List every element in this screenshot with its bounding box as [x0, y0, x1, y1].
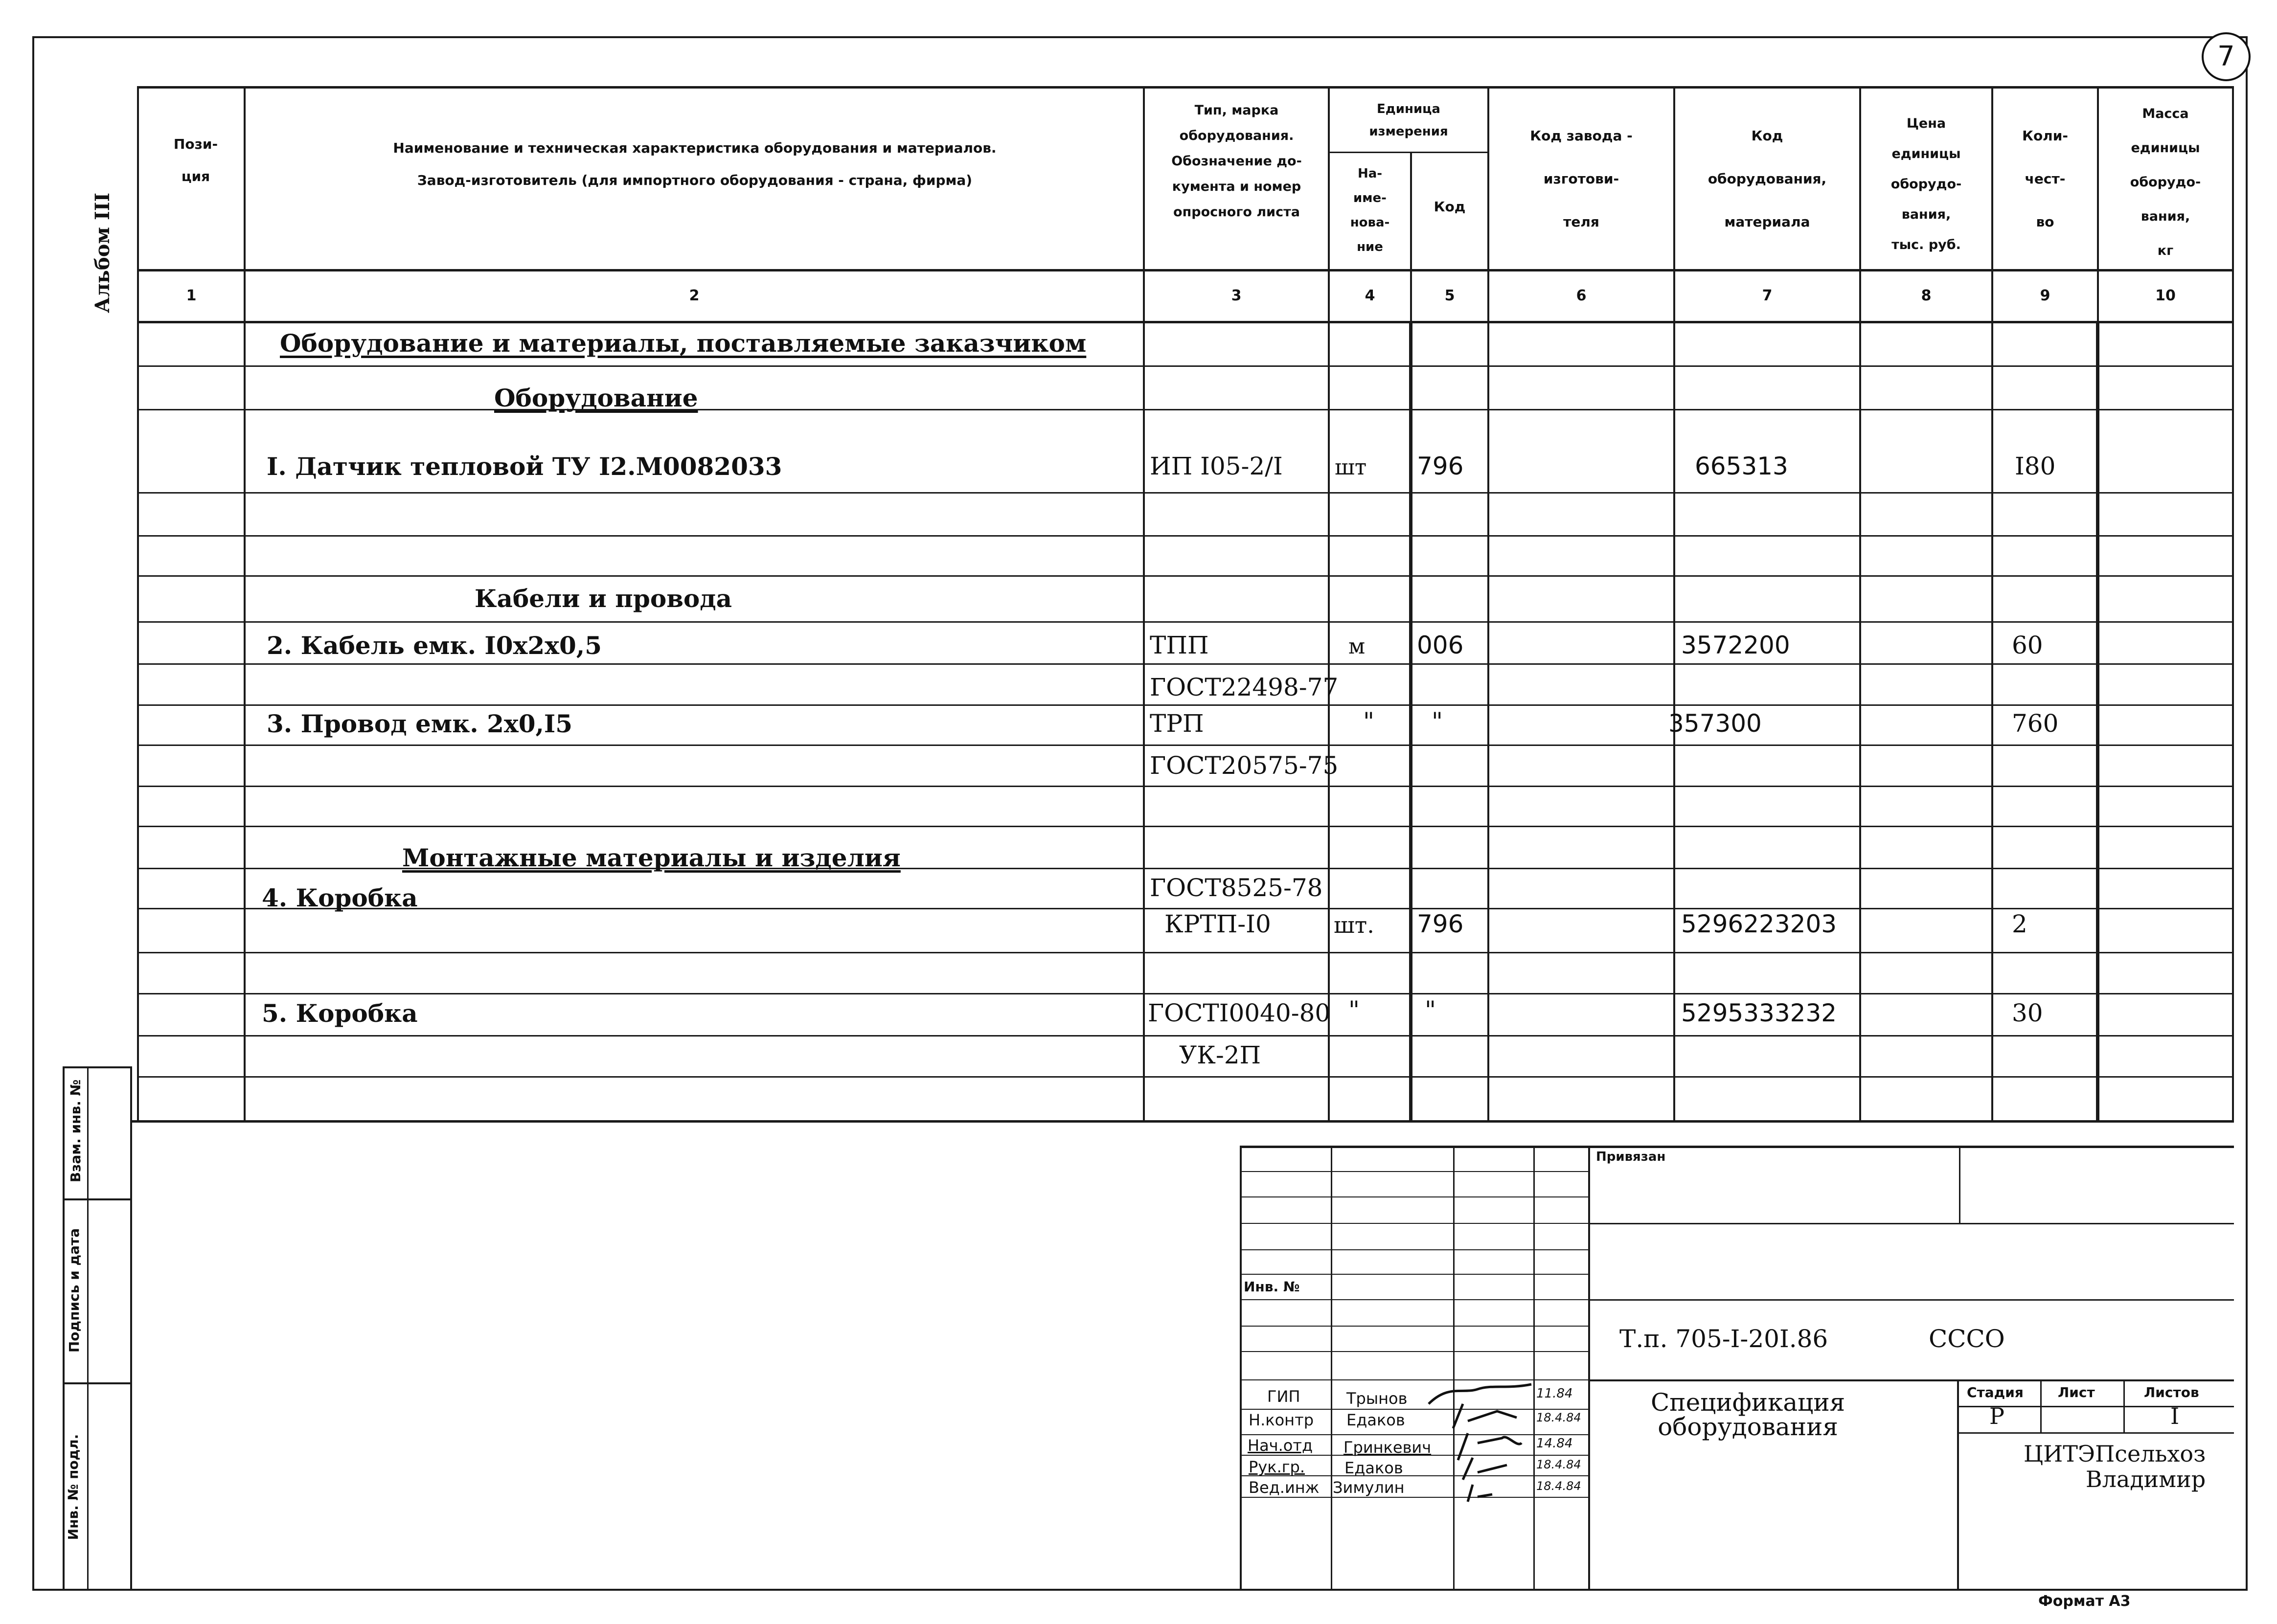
col-line-2 [1143, 86, 1145, 1122]
stamp-right-row [1588, 1223, 2234, 1224]
item-5-type2: УК-2П [1179, 1041, 1261, 1069]
col-bold-9 [2096, 321, 2099, 1122]
column-number: 4 [1365, 287, 1375, 304]
stamp-role-date: 14.84 [1536, 1436, 1573, 1451]
section-heading-mounting: Монтажные материалы и изделия [402, 843, 901, 872]
row-line [137, 1035, 2234, 1037]
header-col7: Код оборудования, материала [1708, 128, 1827, 230]
section-heading-equipment: Оборудование [494, 383, 698, 412]
item-3-unit-code: " [1432, 707, 1443, 736]
stamp-doc-code: Т.п. 705-I-20I.86 [1619, 1325, 1828, 1353]
item-2-unit: м [1348, 634, 1366, 659]
stamp-right-row [1588, 1299, 2234, 1301]
stamp-role-date: 18.4.84 [1536, 1479, 1581, 1493]
stamp-col [1331, 1146, 1332, 1591]
row-line [137, 826, 2234, 827]
row-line [137, 952, 2234, 953]
item-2-code: 3572200 [1681, 631, 1790, 659]
item-5-unit: " [1348, 996, 1360, 1024]
stamp-stage-col [2040, 1379, 2042, 1433]
header-col9: Коли- чест- во [2022, 128, 2068, 230]
item-4-code: 5296223203 [1681, 910, 1837, 938]
stamp-sheets-value: I [2170, 1403, 2180, 1429]
stamp-role: ГИП [1267, 1387, 1300, 1406]
item-2-type: ТПП [1150, 631, 1209, 659]
header-col1: Пози- ция [173, 136, 218, 184]
format-label: Формат А3 [2038, 1593, 2131, 1610]
stamp-stage-left [1957, 1379, 1959, 1591]
item-3-type: ТРП [1150, 709, 1204, 738]
item-4-unit-code: 796 [1417, 910, 1464, 938]
header-col4: На- име- нова- ние [1350, 166, 1390, 254]
side-strip-divider [87, 1066, 89, 1591]
stamp-col [1588, 1146, 1590, 1591]
item-3-type2: ГОСТ20575-75 [1150, 751, 1339, 780]
stamp-role: Рук.гр. [1249, 1458, 1305, 1476]
stamp-title: Спецификация оборудования [1651, 1388, 1845, 1441]
stamp-role-name: Гринкевич [1343, 1438, 1432, 1457]
header-col3: Тип, марка оборудования. Обозначение до- кумента и номер опросного листа [1171, 103, 1302, 220]
row-line [137, 1076, 2234, 1078]
stamp-sheets-label: Листов [2144, 1384, 2199, 1400]
item-5-name: 5. Коробка [262, 999, 418, 1028]
stamp-stage-row [1957, 1432, 2234, 1434]
column-number: 10 [2155, 287, 2176, 304]
sheet-number: 7 [2217, 41, 2235, 72]
item-4-unit: шт. [1334, 912, 1374, 938]
header-unit-group: Единица измерения [1369, 102, 1448, 139]
side-strip-right [130, 1066, 132, 1591]
table-bottom [130, 1120, 2234, 1123]
stamp-col [1453, 1146, 1455, 1591]
column-number: 5 [1444, 287, 1455, 304]
row-line [137, 786, 2234, 787]
column-number: 2 [689, 287, 700, 304]
stamp-row [1240, 1351, 1588, 1352]
stamp-role: Н.контр [1249, 1411, 1314, 1429]
unit-group-divider [1330, 152, 1489, 153]
row-line [137, 704, 2234, 706]
header-col10: Масса единицы оборудо- вания, кг [2130, 106, 2201, 258]
frame-top [32, 36, 2248, 38]
stamp-privyazan: Привязан [1596, 1150, 1666, 1164]
side-label-inv-original: Инв. № подл. [65, 1434, 81, 1540]
row-line [137, 365, 2234, 367]
stamp-role-name: Едаков [1344, 1459, 1403, 1477]
header-col6: Код завода - изготови- теля [1530, 128, 1633, 230]
stamp-role: Вед.инж [1249, 1478, 1320, 1497]
stamp-row [1240, 1326, 1588, 1327]
item-2-name: 2. Кабель емк. I0x2x0,5 [267, 631, 602, 660]
stamp-role-name: Зимулин [1333, 1478, 1405, 1497]
row-line [137, 908, 2234, 909]
stamp-row [1240, 1249, 1588, 1250]
item-5-type: ГОСТI0040-80 [1148, 999, 1331, 1027]
header-col8: Цена единицы оборудо- вания, тыс. руб. [1890, 116, 1962, 252]
section-heading-main: Оборудование и материалы, поставляемые заказчиком [280, 329, 1087, 358]
stamp-top [1240, 1146, 2234, 1148]
stamp-stage-col [2123, 1379, 2125, 1433]
item-1-name: I. Датчик тепловой ТУ I2.М0082033 [267, 452, 782, 481]
stamp-role-name: Едаков [1346, 1411, 1405, 1429]
row-line [137, 993, 2234, 994]
table-top [137, 86, 2234, 89]
item-5-unit-code: " [1425, 996, 1436, 1024]
column-number: 8 [1921, 287, 1932, 304]
item-3-unit: " [1363, 707, 1374, 736]
row-line [137, 492, 2234, 494]
side-label-replace-inv: Взам. инв. № [68, 1079, 84, 1183]
col-line-1 [244, 86, 246, 1122]
row-line [137, 744, 2234, 746]
side-label-signature-date: Подпись и дата [66, 1228, 82, 1353]
stamp-right-row [1588, 1379, 2234, 1381]
column-number: 6 [1576, 287, 1587, 304]
column-number: 1 [186, 287, 197, 304]
header-col5: Код [1434, 199, 1466, 215]
row-line [137, 535, 2234, 537]
stamp-role-date: 11.84 [1536, 1386, 1573, 1401]
stamp-right-divider [1959, 1146, 1960, 1224]
stamp-stage-label: Стадия [1967, 1384, 2024, 1400]
item-4-type2: КРТП-I0 [1164, 910, 1271, 938]
item-4-type: ГОСТ8525-78 [1150, 874, 1323, 902]
table-left [137, 86, 139, 1122]
item-1-qty: I80 [2015, 452, 2056, 480]
stamp-stage-value: Р [1989, 1403, 2004, 1429]
column-number: 7 [1762, 287, 1773, 304]
frame-bottom [32, 1589, 2248, 1591]
item-4-qty: 2 [2012, 910, 2027, 938]
row-line [137, 621, 2234, 623]
stamp-row [1240, 1171, 1588, 1172]
stamp-org: ЦИТЭПсельхоз Владимир [2024, 1441, 2206, 1492]
frame-right [2246, 36, 2248, 1591]
item-5-qty: 30 [2012, 999, 2043, 1027]
item-2-type2: ГОСТ22498-77 [1150, 673, 1339, 701]
item-2-qty: 60 [2012, 631, 2043, 659]
item-5-code: 5295333232 [1681, 999, 1837, 1027]
col-bold-4 [1409, 321, 1412, 1122]
row-line [137, 575, 2234, 577]
item-1-unit-code: 796 [1417, 452, 1464, 480]
item-1-code: 665313 [1695, 452, 1788, 480]
stamp-row [1240, 1274, 1588, 1275]
stamp-row [1240, 1299, 1588, 1300]
row-line [137, 663, 2234, 665]
stamp-role-date: 18.4.84 [1536, 1458, 1581, 1471]
item-3-name: 3. Провод емк. 2x0,I5 [267, 709, 573, 738]
section-heading-cables: Кабели и провода [475, 584, 732, 613]
stamp-sheet-label: Лист [2058, 1384, 2095, 1400]
row-line [137, 409, 2234, 410]
table-right [2232, 86, 2234, 1122]
stamp-inv-no: Инв. № [1244, 1279, 1300, 1295]
stamp-row [1240, 1196, 1588, 1197]
stamp-doc-suffix: СССО [1929, 1325, 2005, 1353]
stamp-role: Нач.отд [1248, 1436, 1313, 1455]
stamp-role-date: 18.4.84 [1536, 1411, 1581, 1424]
album-label: Альбом III [91, 192, 114, 313]
stamp-left [1240, 1146, 1242, 1591]
frame-left [32, 36, 34, 1591]
item-2-unit-code: 006 [1417, 631, 1464, 659]
stamp-role-name: Трынов [1346, 1389, 1408, 1408]
item-4-name: 4. Коробка [262, 883, 418, 912]
column-number: 9 [2040, 287, 2050, 304]
header-col2: Наименование и техническая характеристика оборудования и материалов. Завод-изготовитель (для импортного оборудования - страна, фирма) [393, 140, 997, 188]
item-3-qty: 760 [2012, 709, 2059, 738]
sheet-number-circle [2202, 32, 2251, 81]
colnum-bottom [137, 321, 2234, 323]
stamp-col [1533, 1146, 1535, 1591]
column-number: 3 [1231, 287, 1242, 304]
stamp-row [1240, 1223, 1588, 1224]
item-3-code: 357300 [1668, 709, 1762, 738]
item-1-unit: шт [1335, 455, 1367, 480]
item-1-type: ИП I05-2/I [1150, 452, 1283, 480]
